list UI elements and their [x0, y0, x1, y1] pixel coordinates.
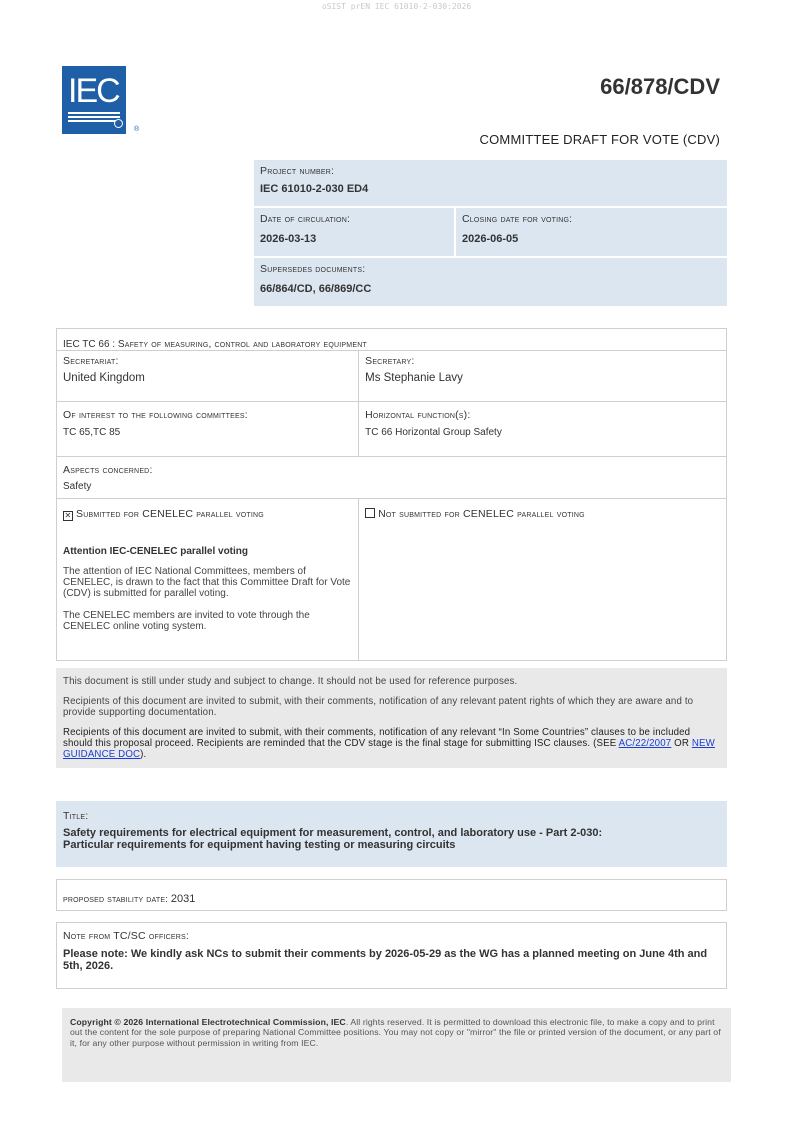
notice-box: [56, 668, 727, 768]
attention-paragraph-1: The attention of IEC National Committees, members of CENELEC, is drawn to the fact that this Committee Draft for Vote (CDV) is submitted for parallel voting.: [63, 566, 351, 599]
circulation-date-value: 2026-03-13: [260, 233, 317, 245]
officer-note-label: Note from TC/SC officers:: [63, 930, 189, 942]
secretariat-value: United Kingdom: [63, 372, 145, 384]
closing-date-label: Closing date for voting:: [462, 213, 573, 225]
copyright-text: . All rights reserved. It is permitted to download this electronic file, to make a copy and to print out the content for the sole purpose of preparing National Committee positions. You may not copy or "mirror" the file or printed version of the document, or any part of it, for any other purpose without permission in writing from IEC.: [70, 1017, 721, 1048]
interest-committees-label: Of interest to the following committees:: [63, 409, 248, 421]
aspects-value: Safety: [63, 481, 92, 492]
officer-note-text: Please note: We kindly ask NCs to submit their comments by 2026-05-29 as the WG has a planned meeting on June 4th and 5th, 2026.: [63, 948, 708, 972]
secretary-value: Ms Stephanie Lavy: [365, 372, 463, 384]
iec-logo-text: IEC: [68, 72, 119, 110]
committee-table: [56, 328, 727, 661]
title-line-1: Safety requirements for electrical equipment for measurement, control, and laboratory use - Part 2-030:: [63, 827, 603, 839]
horizontal-function-value: TC 66 Horizontal Group Safety: [365, 427, 502, 438]
secretariat-label: Secretariat:: [63, 355, 119, 367]
title-line-2: Particular requirements for equipment having testing or measuring circuits: [63, 839, 456, 851]
attention-paragraph-2: The CENELEC members are invited to vote through the CENELEC online voting system.: [63, 610, 310, 632]
tc-name: Safety of measuring, control and laboratory equipment: [117, 339, 367, 350]
logo-dot-icon: [114, 119, 123, 128]
officer-note-box: [56, 922, 727, 989]
interest-committees-value: TC 65,TC 85: [63, 427, 121, 438]
title-box: [56, 801, 727, 867]
closing-date-value: 2026-06-05: [462, 233, 519, 245]
document-number: 66/878/CDV: [600, 74, 720, 99]
not-submitted-cenelec-option: [365, 508, 720, 520]
secretary-label: Secretary:: [365, 355, 415, 367]
new-guidance-doc-link[interactable]: NEW GUIDANCE DOC: [63, 738, 715, 760]
notice-paragraph-2: Recipients of this document are invited to submit, with their comments, notification of any relevant patent rights of which they are aware and to provide supporting documentation.: [63, 696, 694, 718]
supersedes-label: Supersedes documents:: [260, 263, 366, 275]
notice-paragraph-3: Recipients of this document are invited to submit, with their comments, notification of any relevant “In Some Countries” clauses to be included should this proposal proceed. Recipients are reminded that the CDV stage is the final stage for submitting ISC clauses. (SEE AC/22/2007 OR NEW GUIDANCE DOC).: [63, 727, 715, 760]
supersedes-value: 66/864/CD, 66/869/CC: [260, 283, 372, 295]
submitted-cenelec-option: [63, 508, 352, 521]
not-submitted-cenelec-label: Not submitted for CENELEC parallel voting: [378, 508, 585, 520]
checked-box-icon: ✕: [64, 511, 72, 520]
stability-date-box: [56, 879, 727, 911]
submitted-cenelec-label: Submitted for CENELEC parallel voting: [76, 508, 264, 520]
attention-heading: Attention IEC-CENELEC parallel voting: [63, 546, 249, 557]
copyright-box: [62, 1008, 731, 1082]
logo-lines-icon: [68, 112, 120, 126]
tc-prefix: IEC TC 66 :: [63, 339, 118, 350]
stability-date-value: 2031: [170, 893, 196, 905]
project-number-label: Project number:: [260, 165, 335, 177]
document-type: COMMITTEE DRAFT FOR VOTE (CDV): [479, 132, 720, 147]
notice-paragraph-1: This document is still under study and subject to change. It should not be used for reference purposes.: [63, 676, 518, 687]
project-number-value: IEC 61010-2-030 ED4: [260, 183, 369, 195]
title-label: Title:: [63, 810, 89, 822]
circulation-date-label: Date of circulation:: [260, 213, 351, 225]
horizontal-function-label: Horizontal function(s):: [365, 409, 471, 421]
ac-22-2007-link[interactable]: AC/22/2007: [618, 738, 672, 749]
watermark: oSIST prEN IEC 61010-2-030:2026: [321, 2, 472, 11]
project-info-box: [254, 160, 727, 306]
unchecked-box-icon: [365, 508, 375, 518]
copyright-bold: Copyright © 2026 International Electrotechnical Commission, IEC: [70, 1017, 346, 1027]
stability-date-label: proposed stability date:: [63, 894, 171, 905]
registered-mark: ®: [134, 126, 140, 133]
aspects-label: Aspects concerned:: [63, 464, 153, 476]
iec-logo: [62, 66, 126, 134]
